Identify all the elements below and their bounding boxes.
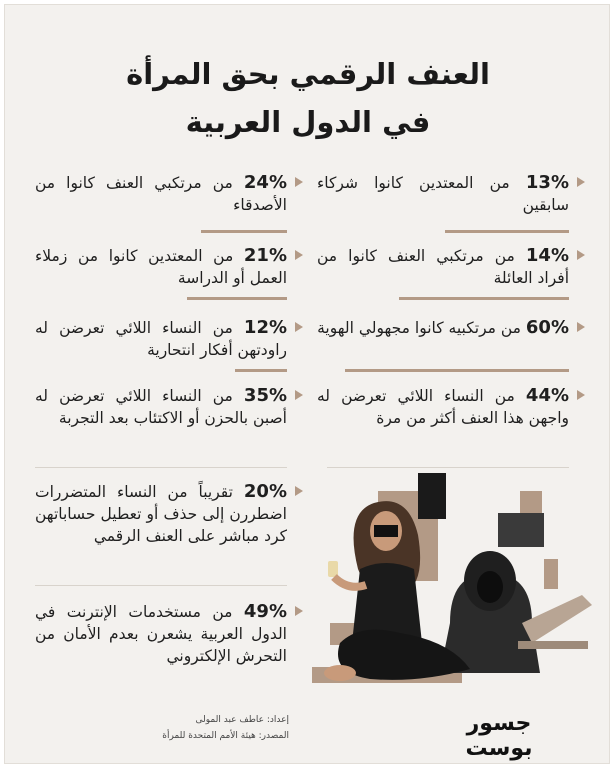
- title-line-1: العنف الرقمي بحق المرأة: [126, 57, 490, 91]
- divider-accent: [235, 369, 287, 372]
- pointer-icon: [577, 177, 585, 187]
- divider-accent: [345, 369, 569, 372]
- logo: جسور بوست: [465, 711, 533, 761]
- divider-accent: [445, 230, 569, 233]
- pointer-icon: [295, 250, 303, 260]
- divider-thin: [327, 467, 569, 468]
- pointer-icon: [577, 250, 585, 260]
- decor-screen: [498, 513, 544, 547]
- stat-12: 12% من النساء اللائي تعرضن له راودتهن أفكار انتحارية: [35, 317, 287, 361]
- decor-block-dark: [418, 473, 446, 519]
- divider-accent: [187, 297, 287, 300]
- infographic: [4, 4, 610, 764]
- pointer-icon: [295, 322, 303, 332]
- stat-44: 44% من النساء اللائي تعرضن له واجهن هذا العنف أكثر من مرة: [317, 385, 569, 429]
- credits-source: المصدر: هيئة الأمم المتحدة للمرأة: [162, 731, 289, 741]
- divider-accent: [201, 230, 287, 233]
- pointer-icon: [577, 322, 585, 332]
- face-blur-icon: [374, 525, 398, 537]
- credits-author: إعداد: عاطف عبد المولى: [195, 715, 289, 725]
- stat-13: 13% من المعتدين كانوا شركاء سابقين: [317, 172, 569, 216]
- pointer-icon: [577, 390, 585, 400]
- illustration-woman-and-hacker: [300, 473, 600, 713]
- divider-thin: [35, 585, 287, 586]
- woman-foot: [324, 665, 356, 681]
- pointer-icon: [295, 390, 303, 400]
- decor-block-tan: [544, 559, 558, 589]
- divider-thin: [35, 467, 287, 468]
- stat-14: 14% من مرتكبي العنف كانوا من أفراد العائلة: [317, 245, 569, 289]
- stat-49: 49% من مستخدمات الإنترنت في الدول العربية يشعرن بعدم الأمان من التحرش الإلكتروني: [35, 601, 287, 667]
- stat-60: 60% من مرتكبيه كانوا مجهولي الهوية: [317, 317, 569, 339]
- laptop-icon: [522, 595, 592, 643]
- stat-24: 24% من مرتكبي العنف كانوا من الأصدقاء: [35, 172, 287, 216]
- stat-35: 35% من النساء اللائي تعرضن له أصبن بالحزن أو الاكتئاب بعد التجربة: [35, 385, 287, 429]
- pointer-icon: [295, 177, 303, 187]
- laptop-base: [518, 641, 588, 649]
- stat-20: 20% تقريباً من النساء المتضررات اضطررن إلى حذف أو تعطيل حساباتهن كرد مباشر على العنف الرقمي: [35, 481, 287, 547]
- hacker-face: [477, 571, 503, 603]
- stat-21: 21% من المعتدين كانوا من زملاء العمل أو الدراسة: [35, 245, 287, 289]
- title-line-2: في الدول العربية: [185, 105, 431, 139]
- divider-accent: [399, 297, 569, 300]
